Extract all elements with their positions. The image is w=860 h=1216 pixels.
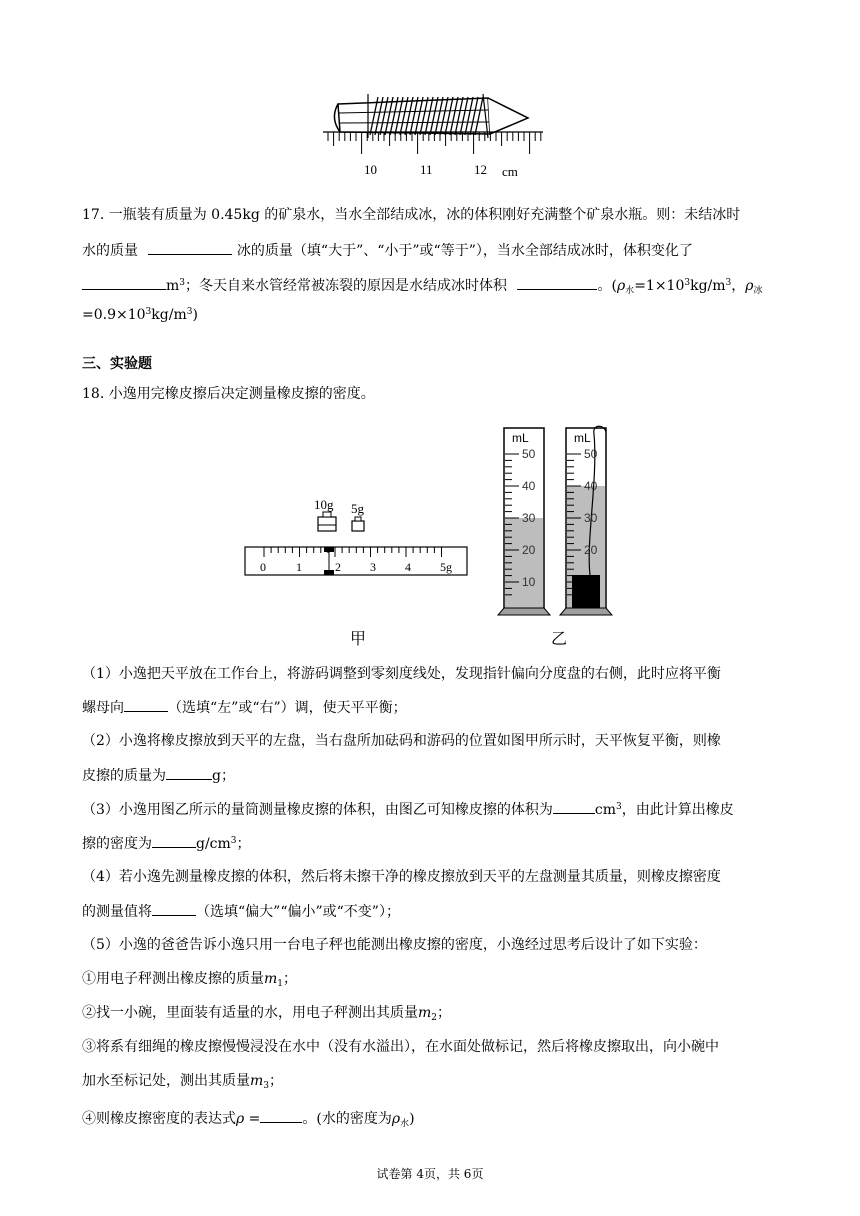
exponent: 3 bbox=[230, 836, 237, 846]
var-m: m bbox=[250, 1073, 264, 1089]
q17-text3c: 。( bbox=[597, 278, 617, 294]
beam-label-1: 1 bbox=[296, 560, 302, 574]
q18-s4d: 。(水的密度为 bbox=[302, 1111, 392, 1127]
q18-p3f: ； bbox=[236, 836, 251, 852]
exponent: 3 bbox=[179, 278, 186, 288]
q18-p3-line1 bbox=[82, 799, 734, 820]
exponent: 3 bbox=[725, 278, 732, 288]
q18-p3e: g/cm bbox=[196, 836, 231, 852]
q18-step4 bbox=[82, 1108, 415, 1129]
cylinder-water bbox=[498, 428, 550, 615]
beam-label-5g: 5g bbox=[440, 560, 452, 574]
eraser bbox=[572, 575, 600, 608]
ruler-label-10: 10 bbox=[364, 162, 377, 177]
rho-symbol: ρ bbox=[391, 1111, 401, 1127]
q17-text3e: kg/m bbox=[690, 278, 726, 294]
q18-s3b: 加水至标记处，测出其质量 bbox=[82, 1073, 250, 1089]
weight-10g-label: 10g bbox=[314, 497, 334, 512]
q18-p2b: 皮擦的质量为 bbox=[82, 768, 166, 784]
answer-blank[interactable] bbox=[152, 833, 196, 848]
cyl2-unit: mL bbox=[574, 431, 591, 445]
q17-text1: 一瓶装有质量为 0.45kg 的矿泉水，当水全部结成冰，冰的体积刚好充满整个矿泉水瓶。则：未结冰时 bbox=[108, 207, 741, 223]
answer-blank[interactable] bbox=[553, 799, 595, 814]
q18-s3c: ； bbox=[269, 1073, 284, 1089]
cyl2-label-20: 20 bbox=[584, 543, 598, 557]
cyl2-label-40: 40 bbox=[584, 479, 598, 493]
ruler-label-11: 11 bbox=[420, 162, 433, 177]
cyl1-label-40: 40 bbox=[522, 479, 536, 493]
sub-water: 水 bbox=[625, 286, 635, 296]
q18-p2c: g； bbox=[212, 768, 235, 784]
q17-line2 bbox=[82, 240, 693, 261]
answer-blank[interactable] bbox=[82, 275, 166, 290]
section-title: 三、实验题 bbox=[82, 356, 152, 372]
var-m: m bbox=[264, 971, 278, 987]
beam-label-4: 4 bbox=[405, 560, 411, 574]
weight-5g-label: 5g bbox=[351, 501, 364, 516]
cyl1-label-20: 20 bbox=[522, 543, 536, 557]
exponent: 3 bbox=[145, 307, 152, 317]
q18-step3-line2 bbox=[82, 1071, 283, 1091]
exponent: 3 bbox=[616, 802, 622, 812]
rho-symbol: ρ bbox=[745, 278, 754, 294]
cyl1-unit: mL bbox=[512, 431, 529, 445]
q18-s1b: ； bbox=[283, 971, 298, 987]
q18-s2b: ； bbox=[437, 1005, 452, 1021]
q17-text2b: 冰的质量（填“大于”、“小于”或“等于”），当水全部结成冰时，体积变化了 bbox=[236, 243, 693, 259]
rider-top bbox=[324, 547, 334, 552]
q18-p1c: （选填“左”或“右”）调，使天平平衡； bbox=[168, 700, 407, 716]
cyl1-label-30: 30 bbox=[522, 511, 536, 525]
sub-3: 3 bbox=[263, 1081, 270, 1091]
q18-p3-line2 bbox=[82, 833, 251, 854]
cyl2-label-50: 50 bbox=[584, 447, 598, 461]
q17-text4c: ) bbox=[192, 307, 198, 323]
page-footer: 试卷第 4页，共 6页 bbox=[376, 1167, 484, 1181]
q18-intro: 小逸用完橡皮擦后决定测量橡皮擦的密度。 bbox=[108, 386, 375, 402]
cyl2-label-30: 30 bbox=[584, 511, 598, 525]
q18-s4g: ) bbox=[409, 1111, 415, 1127]
q18-p3a: （3）小逸用图乙所示的量筒测量橡皮擦的体积，由图乙可知橡皮擦的体积为 bbox=[82, 802, 553, 818]
q18-step2 bbox=[82, 1003, 451, 1023]
q17-unit-m: m bbox=[166, 278, 180, 294]
q18-p3c: ，由此计算出橡皮 bbox=[621, 802, 734, 818]
weight-10g bbox=[318, 512, 336, 531]
answer-blank[interactable] bbox=[148, 240, 232, 255]
q18-p4-line2 bbox=[82, 901, 400, 922]
q18-p2-line2 bbox=[82, 765, 235, 786]
rho-symbol: ρ bbox=[236, 1111, 245, 1127]
q18-step1 bbox=[82, 969, 297, 989]
q18-p4b: 的测量值将 bbox=[82, 904, 152, 920]
q18-p1b: 螺母向 bbox=[82, 700, 124, 716]
sub-ice: 冰 bbox=[753, 286, 763, 296]
q17-line3 bbox=[82, 275, 763, 296]
q18-p1-line1: （1）小逸把天平放在工作台上，将游码调整到零刻度线处，发现指针偏向分度盘的右侧，此时应将平衡 bbox=[82, 666, 721, 682]
q18-intro-line bbox=[82, 384, 375, 404]
q17-line4 bbox=[82, 305, 198, 325]
q17-text2a: 水的质量 bbox=[82, 243, 138, 259]
answer-blank[interactable] bbox=[517, 275, 597, 290]
q18-s1a: ①用电子秤测出橡皮擦的质量 bbox=[82, 971, 264, 987]
q18-p2-line1: （2）小逸将橡皮擦放到天平的左盘，当右盘所加砝码和游码的位置如图甲所示时，天平恢复平衡，则橡 bbox=[82, 733, 721, 749]
q17-text3b: ；冬天自来水管经常被冻裂的原因是水结成冰时体积 bbox=[185, 278, 508, 294]
q18-p3d: 擦的密度为 bbox=[82, 836, 152, 852]
sub-water: 水 bbox=[400, 1119, 410, 1129]
q17-text3f: ， bbox=[731, 278, 746, 294]
q18-p4-line1: （4）若小逸先测量橡皮擦的体积，然后将未擦干净的橡皮擦放到天平的左盘测量其质量，则橡皮擦密度 bbox=[82, 869, 721, 885]
caption-yi: 乙 bbox=[551, 629, 568, 648]
q17-text3d: =1×10 bbox=[634, 278, 685, 294]
ruler-label-12: 12 bbox=[474, 162, 487, 177]
caption-jia: 甲 bbox=[350, 629, 367, 648]
exponent: 3 bbox=[684, 278, 691, 288]
rho-symbol: ρ bbox=[616, 278, 626, 294]
answer-blank[interactable] bbox=[260, 1108, 302, 1123]
q17-number: 17. bbox=[82, 207, 105, 223]
answer-blank[interactable] bbox=[166, 765, 212, 780]
cyl1-label-50: 50 bbox=[522, 447, 536, 461]
q17-line1 bbox=[82, 205, 740, 225]
q18-p1-line2 bbox=[82, 697, 407, 718]
weight-5g bbox=[352, 517, 364, 531]
q18-p3b: cm bbox=[594, 802, 617, 818]
rider-bottom bbox=[324, 570, 334, 575]
var-m: m bbox=[418, 1005, 432, 1021]
q17-text4a: =0.9×10 bbox=[82, 307, 146, 323]
q18-s2a: ②找一小碗，里面装有适量的水，用电子秤测出其质量 bbox=[82, 1005, 418, 1021]
q18-s4c: = bbox=[244, 1111, 261, 1127]
sub-1: 1 bbox=[277, 979, 284, 989]
exponent: 3 bbox=[186, 307, 193, 317]
answer-blank[interactable] bbox=[124, 697, 168, 712]
q18-p5: （5）小逸的爸爸告诉小逸只用一台电子秤也能测出橡皮擦的密度，小逸经过思考后设计了如下实验： bbox=[82, 937, 707, 953]
ruler-unit: cm bbox=[502, 164, 518, 179]
q18-p4c: （选填“偏大”“偏小”或“不变”）； bbox=[196, 904, 400, 920]
q17-text4b: kg/m bbox=[151, 307, 187, 323]
q18-number: 18. bbox=[82, 386, 105, 402]
beam-label-3: 3 bbox=[370, 560, 376, 574]
beam-label-0: 0 bbox=[260, 560, 266, 574]
q18-step3-line1: ③将系有细绳的橡皮擦慢慢浸没在水中（没有水溢出），在水面处做标记，然后将橡皮擦取出，向小碗中 bbox=[82, 1039, 719, 1055]
graduated-cylinders-figure bbox=[494, 420, 619, 620]
answer-blank[interactable] bbox=[152, 901, 196, 916]
pencil-ruler-figure bbox=[318, 88, 548, 188]
balance-scale-figure bbox=[240, 495, 472, 585]
beam-label-2: 2 bbox=[335, 560, 341, 574]
q18-s4a: ④则橡皮擦密度的表达式 bbox=[82, 1111, 236, 1127]
cyl1-label-10: 10 bbox=[522, 575, 536, 589]
cylinder-with-eraser bbox=[560, 426, 612, 615]
sub-2: 2 bbox=[431, 1013, 438, 1023]
